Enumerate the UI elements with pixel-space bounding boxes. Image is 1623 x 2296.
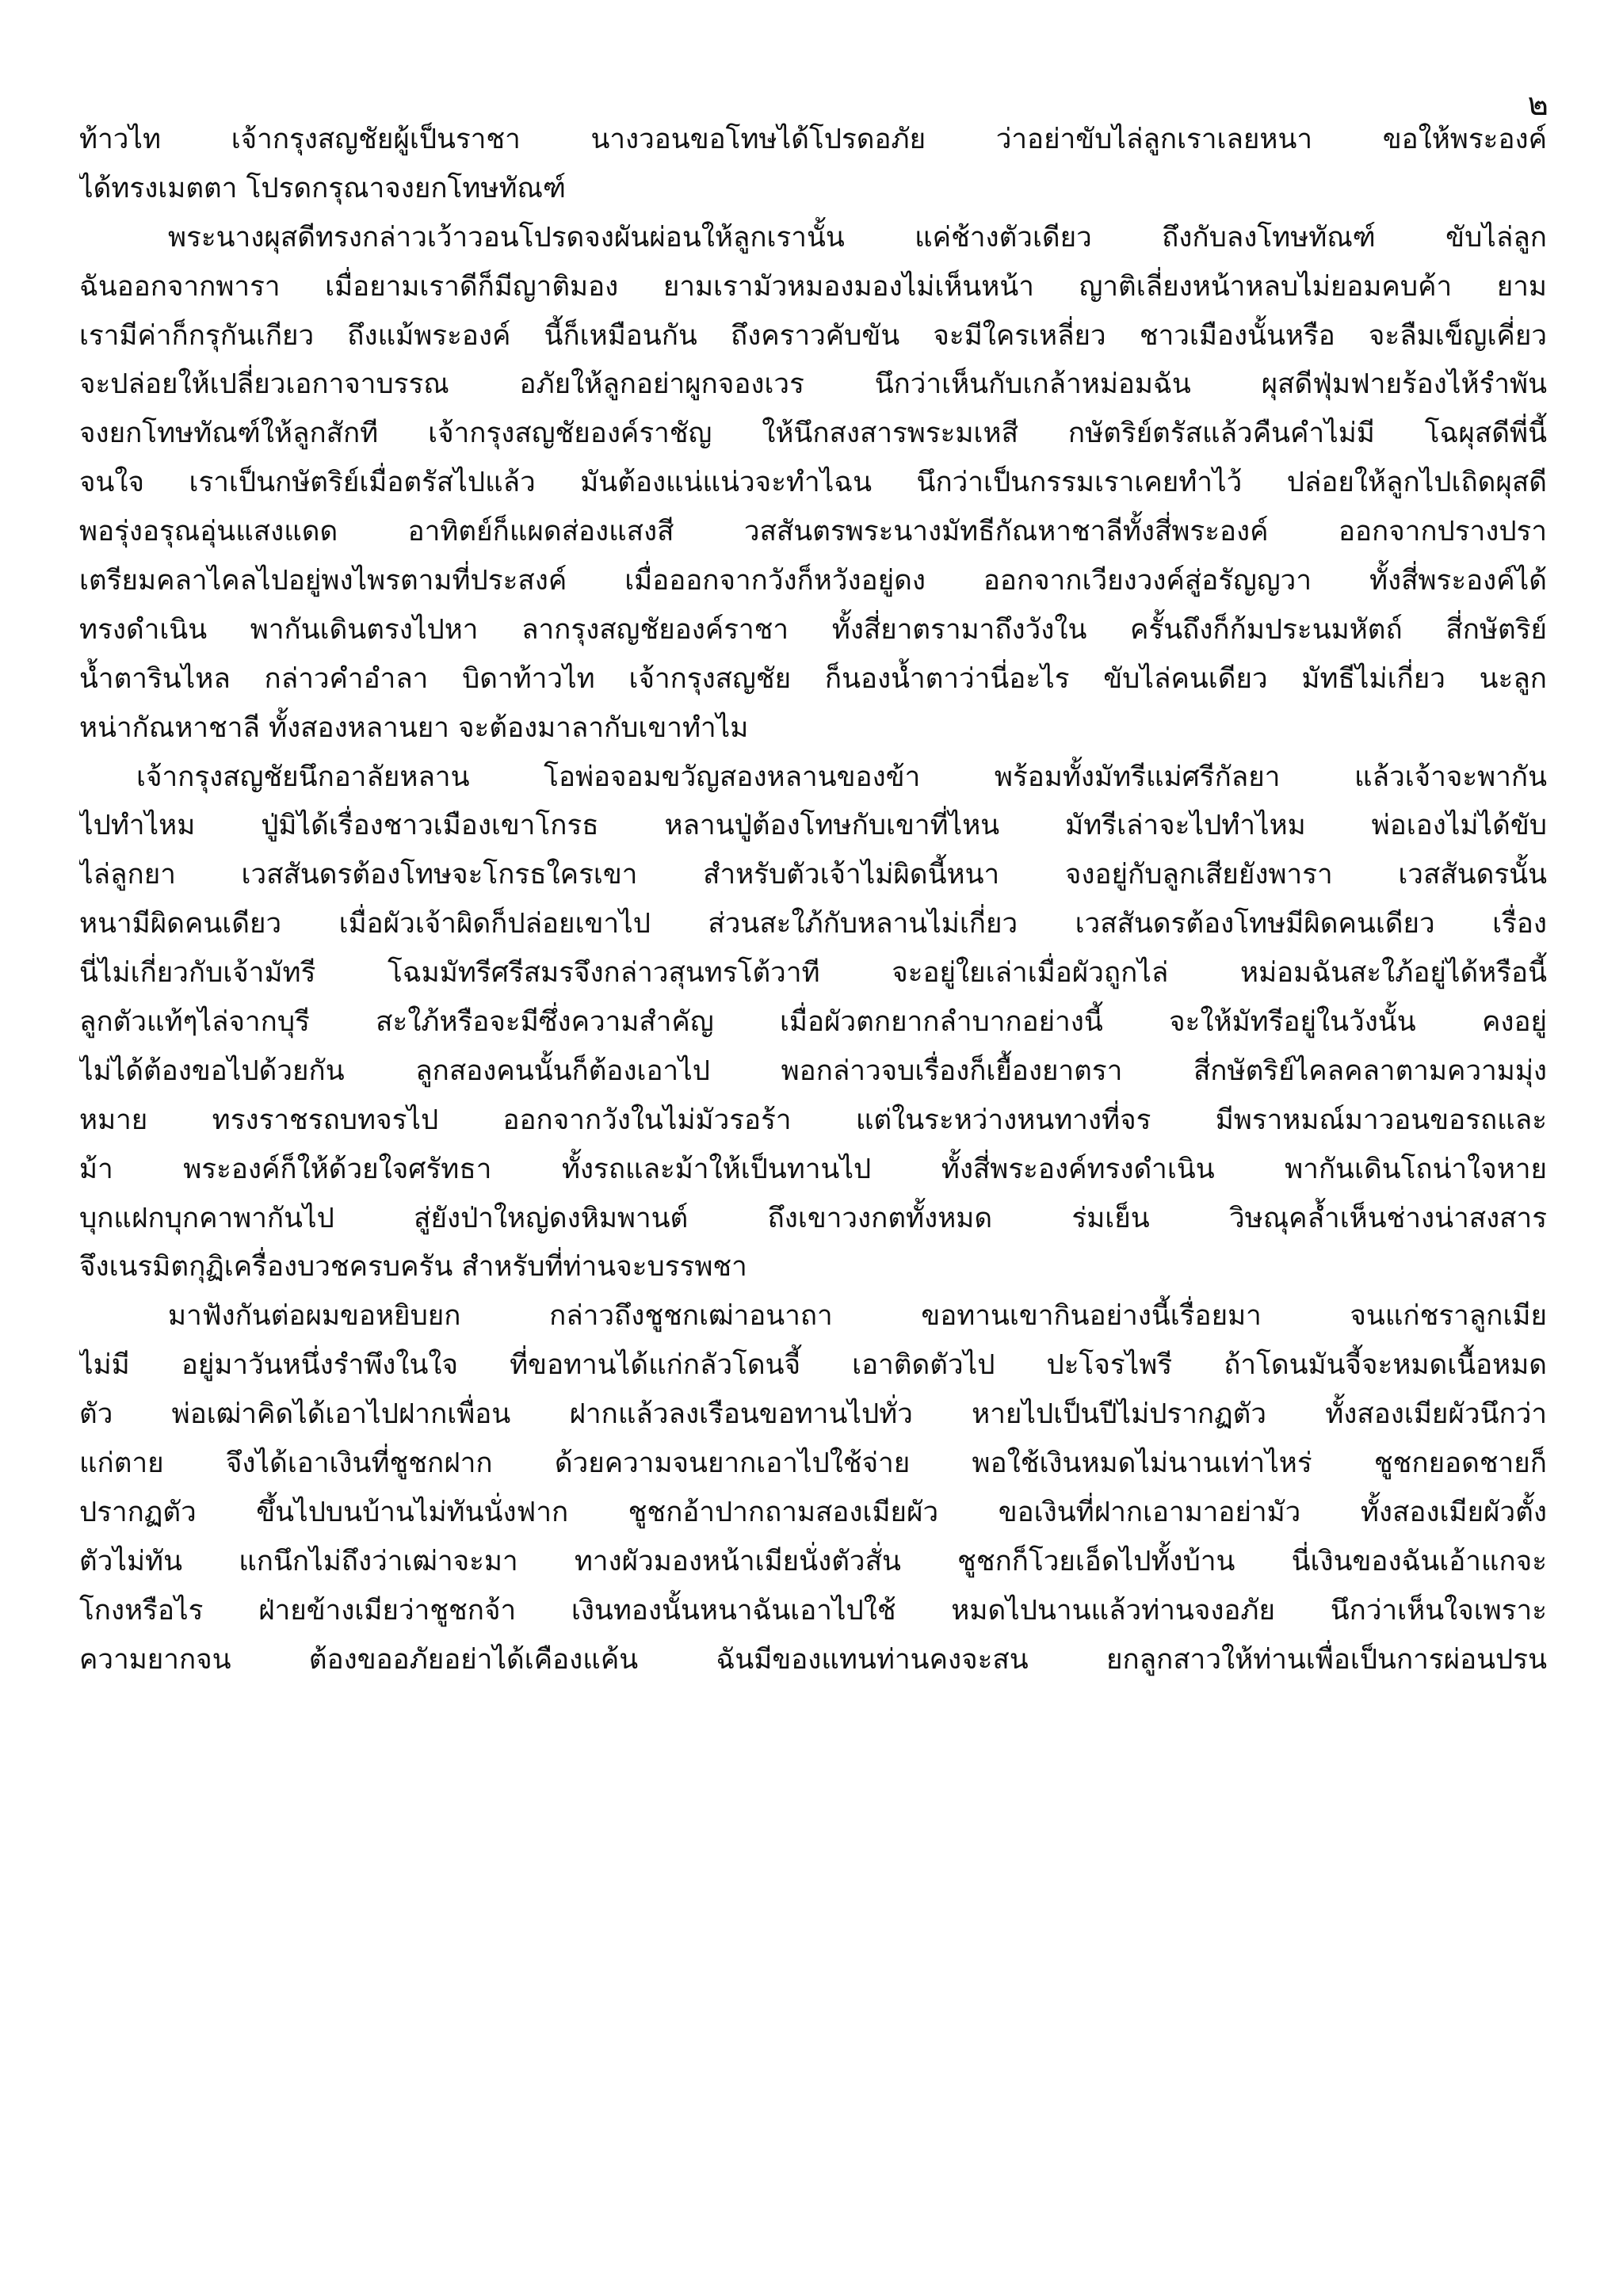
text-line: ท้าวไท เจ้ากรุงสญชัยผู้เป็นราชา นางวอนขอโทษได้โปรดอภัย ว่าอย่าขับไล่ลูกเราเลยหนา ขอให้พระองค์ [79, 124, 1547, 155]
text-line: หมาย ทรงราชรถบทจรไป ออกจากวังในไม่มัวรอร้า แต่ในระหว่างหนทางที่จร มีพราหมณ์มาวอนขอรถและ [79, 1104, 1547, 1136]
text-line: จะปล่อยให้เปลี่ยวเอกาจาบรรณ อภัยให้ลูกอย่าผูกจองเวร นึกว่าเห็นกับเกล้าหม่อมฉัน ผุสดีฟุ่มฟายร้องไห้รำพัน [79, 368, 1547, 401]
text-line: ตัวไม่ทัน แกนึกไม่ถึงว่าเฒ่าจะมา ทางผัวมองหน้าเมียนั่งตัวสั่น ชูชกก็โวยเอ็ดไปทั้งบ้าน นี่เงินของฉันเอ้าแกจะ [79, 1545, 1547, 1577]
paragraph-4 [79, 1292, 1547, 1684]
body-text [79, 116, 1547, 1685]
paragraph-3 [79, 753, 1547, 1293]
text-line: พระนางผุสดีทรงกล่าวเว้าวอนโปรดจงผันผ่อนให้ลูกเรานั้น แค่ช้างตัวเดียว ถึงกับลงโทษทัณฑ์ ขับไล่ลูก [168, 221, 1547, 254]
text-line: ลูกตัวแท้ๆไล่จากบุรี สะใภ้หรือจะมีซึ่งความสำคัญ เมื่อผัวตกยากลำบากอย่างนี้ จะให้มัทรีอยู่ในวังนั้น คงอยู่ [79, 1006, 1547, 1039]
text-line: ทรงดำเนิน พากันเดินตรงไปหา ลากรุงสญชัยองค์ราชา ทั้งสี่ยาตรามาถึงวังใน ครั้นถึงก็ก้มประนมหัตถ์ สี่กษัตริย์ [79, 613, 1547, 646]
text-line: น้ำตารินไหล กล่าวคำอำลา บิดาท้าวไท เจ้ากรุงสญชัย ก็นองน้ำตาว่านี่อะไร ขับไล่คนเดียว มัทธีไม่เกี่ยว นะลูก [79, 662, 1547, 695]
text-line: ปรากฏตัว ขึ้นไปบนบ้านไม่ทันนั่งฟาก ชูชกอ้าปากถามสองเมียผัว ขอเงินที่ฝากเอามาอย่ามัว ทั้งสองเมียผัวตั้ง [79, 1496, 1547, 1528]
text-line: ไม่ได้ต้องขอไปด้วยกัน ลูกสองคนนั้นก็ต้องเอาไป พอกล่าวจบเรื่องก็เยื้องยาตรา สี่กษัตริย์ไคลคลาตามความมุ่ง [79, 1055, 1547, 1087]
text-line: จนใจ เราเป็นกษัตริย์เมื่อตรัสไปแล้ว มันต้องแน่แน่วจะทำไฉน นึกว่าเป็นกรรมเราเคยทำไว้ ปล่อยให้ลูกไปเถิดผุสดี [79, 467, 1547, 499]
text-line: มาฟังกันต่อผมขอหยิบยก กล่าวถึงชูชกเฒ่าอนาถา ขอทานเขากินอย่างนี้เรื่อยมา จนแก่ชราลูกเมีย [168, 1300, 1547, 1333]
text-line: หน่ากัณหาชาลี ทั้งสองหลานยา จะต้องมาลากับเขาทำไม [79, 711, 749, 744]
text-line: จึงเนรมิตกุฏิเครื่องบวชครบครัน สำหรับที่ท่านจะบรรพชา [79, 1251, 747, 1283]
text-line: หนามีผิดคนเดียว เมื่อผัวเจ้าผิดก็ปล่อยเขาไป ส่วนสะใภ้กับหลานไม่เกี่ยว เวสสันดรต้องโทษมีผิดคนเดียว เรื่อง [79, 908, 1547, 940]
text-line: ไปทำไหม ปู่มิได้เรื่องชาวเมืองเขาโกรธ หลานปู่ต้องโทษกับเขาที่ไหน มัทรีเล่าจะไปทำไหม พ่อเองไม่ได้ขับ [79, 810, 1547, 842]
text-line: ความยากจน ต้องขออภัยอย่าได้เคืองแค้น ฉันมีของแทนท่านคงจะสน ยกลูกสาวให้ท่านเพื่อเป็นการผ่อนปรน [79, 1643, 1547, 1676]
text-line: ฉันออกจากพารา เมื่อยามเราดีก็มีญาติมอง ยามเรามัวหมองมองไม่เห็นหน้า ญาติเลี่ยงหน้าหลบไม่ยอมคบค้า ยาม [79, 270, 1547, 303]
text-line: ไม่มี อยู่มาวันหนึ่งรำพึงในใจ ที่ขอทานได้แก่กลัวโดนจี้ เอาติดตัวไป ปะโจรไพรี ถ้าโดนมันจี้จะหมดเนื้อหมด [79, 1349, 1547, 1382]
text-line: ไล่ลูกยา เวสสันดรต้องโทษจะโกรธใครเขา สำหรับตัวเจ้าไม่ผิดนี้หนา จงอยู่กับลูกเสียยังพารา เวสสันดรนั้น [79, 859, 1547, 891]
page-number: ๒ [1527, 86, 1549, 123]
paragraph-1 [79, 116, 1547, 214]
text-line: เตรียมคลาไคลไปอยู่พงไพรตามที่ประสงค์ เมื่อออกจากวังก็หวังอยู่ดง ออกจากเวียงวงค์สู่อรัญญวา ทั้งสี่พระองค์ได้ [79, 565, 1547, 597]
text-line: เจ้ากรุงสญชัยนึกอาลัยหลาน โอพ่อจอมขวัญสองหลานของข้า พร้อมทั้งมัทรีแม่ศรีกัลยา แล้วเจ้าจะพากัน [136, 761, 1547, 793]
text-line: ตัว พ่อเฒ่าคิดได้เอาไปฝากเพื่อน ฝากแล้วลงเรือนขอทานไปทั่ว หายไปเป็นปีไม่ปรากฏตัว ทั้งสองเมียผัวนึกว่า [79, 1398, 1547, 1431]
text-line: เรามีค่าก็กรุกันเกียว ถึงแม้พระองค์ นี้ก็เหมือนกัน ถึงคราวคับขัน จะมีใครเหลี่ยว ชาวเมืองนั้นหรือ จะลืมเข็ญเคี่ยว [79, 319, 1547, 352]
text-line: นี่ไม่เกี่ยวกับเจ้ามัทรี โฉมมัทรีศรีสมรจึงกล่าวสุนทรโต้วาที จะอยู่ใยเล่าเมื่อผัวถูกไล่ หม่อมฉันสะใภ้อยู่ได้หรือนี้ [79, 957, 1547, 990]
text-line: ม้า พระองค์ก็ให้ด้วยใจศรัทธา ทั้งรถและม้าให้เป็นทานไป ทั้งสี่พระองค์ทรงดำเนิน พากันเดินโถน่าใจหาย [79, 1153, 1547, 1185]
text-line: โกงหรือไร ฝ่ายข้างเมียว่าชูชกจ้า เงินทองนั้นหนาฉันเอาไปใช้ หมดไปนานแล้วท่านจงอภัย นึกว่าเห็นใจเพราะ [79, 1594, 1547, 1627]
text-line: จงยกโทษทัณฑ์ให้ลูกสักที เจ้ากรุงสญชัยองค์ราชัญ ให้นึกสงสารพระมเหสี กษัตริย์ตรัสแล้วคืนคำไม่มี โฉผุสดีพี่นี้ [79, 418, 1547, 450]
text-line: พอรุ่งอรุณอุ่นแสงแดด อาทิตย์ก็แผดส่องแสงสี วสสันตรพระนางมัทธีกัณหาชาลีทั้งสี่พระองค์ ออกจากปรางปรา [79, 516, 1547, 548]
text-line: แก่ตาย จึงได้เอาเงินที่ชูชกฝาก ด้วยความจนยากเอาไปใช้จ่าย พอใช้เงินหมดไม่นานเท่าไหร่ ชูชกยอดชายก็ [79, 1447, 1547, 1480]
text-line: ได้ทรงเมตตา โปรดกรุณาจงยกโทษทัณฑ์ [79, 172, 567, 204]
text-line: บุกแฝกบุกคาพากันไป สู่ยังป่าใหญ่ดงหิมพานต์ ถึงเขาวงกตทั้งหมด ร่มเย็น วิษณุคล้ำเห็นช่างน่าสงสาร [79, 1202, 1547, 1234]
paragraph-2 [79, 214, 1547, 753]
